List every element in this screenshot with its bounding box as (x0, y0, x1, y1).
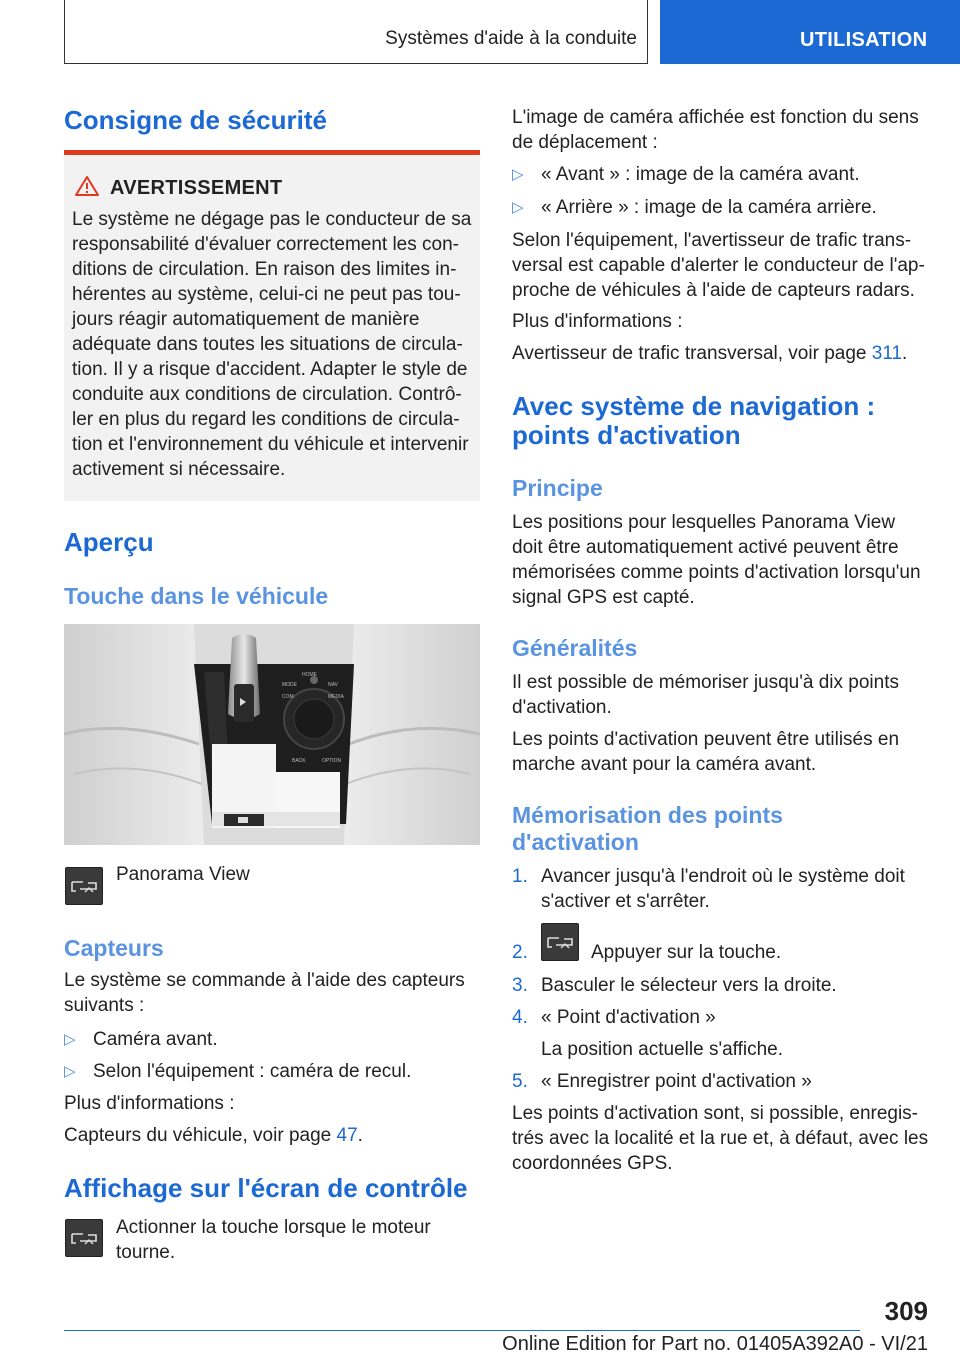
edition-footer: Online Edition for Part no. 01405A392A0 - VI/21 (502, 1333, 928, 1355)
warning-box (64, 150, 480, 501)
center-console-illustration (64, 624, 480, 845)
step-number: 1. (512, 866, 528, 887)
step-item (512, 864, 932, 914)
heading-control-display: Affichage sur l'écran de contrôle (64, 1173, 468, 1203)
step-item (512, 973, 932, 998)
final-line-1: Les points d'activation sont, si possible, enregis‐ (512, 1103, 919, 1124)
console-label-back: BACK (292, 758, 306, 764)
list-item-text: Caméra avant. (93, 1029, 218, 1050)
panorama-view-button-icon (65, 1219, 103, 1257)
heading-navigation-line-1: Avec système de navigation : (512, 391, 876, 421)
general-line-2: d'activation. (512, 697, 612, 718)
heading-memorisation-line-1: Mémorisation des points (512, 802, 783, 828)
warning-line: tion et l'environnement du véhicule et intervenir (72, 434, 469, 455)
traffic-text-line-3: proche de véhicules à l'aide de capteurs radars. (512, 280, 915, 301)
final-line-3: coordonnées GPS. (512, 1153, 673, 1174)
step-number: 5. (512, 1071, 528, 1092)
warning-text (72, 207, 476, 482)
display-text-line-1: Actionner la touche lorsque le moteur (116, 1217, 431, 1238)
step-text: « Enregistrer point d'activation » (541, 1071, 812, 1092)
warning-triangle-icon (74, 175, 100, 197)
list-item (512, 195, 932, 220)
final-line-2: trés avec la localité et la rue et, à défaut, avec les (512, 1128, 929, 1149)
general-line-1: Il est possible de mémoriser jusqu'à dix points (512, 672, 899, 693)
camera-view-icon (66, 868, 102, 904)
sensors-text-line-2: suivants : (64, 995, 145, 1016)
reference-text: Avertisseur de trafic transversal, voir page (512, 343, 872, 364)
warning-line: ler en plus du regard les conditions de circula‐ (72, 409, 460, 430)
step-item (512, 1069, 932, 1094)
reference-text: Capteurs du véhicule, voir page (64, 1125, 337, 1146)
step-text: s'activer et s'arrêter. (541, 891, 710, 912)
warning-line: ditions de circulation. En raison des limites in‐ (72, 259, 457, 280)
list-item (512, 162, 932, 187)
camera-text-line-1: L'image de caméra affichée est fonction du sens (512, 107, 919, 128)
step-text: Appuyer sur la touche. (591, 942, 782, 963)
reference-end: . (902, 343, 908, 364)
heading-general: Généralités (512, 635, 638, 661)
header-section-box (64, 0, 648, 64)
warning-line: tion. Il y a risque d'accident. Adapter le style de (72, 359, 468, 380)
page-link-311[interactable]: 311 (871, 343, 903, 364)
console-label-home: HOME (302, 672, 317, 678)
section-title: Systèmes d'aide à la conduite (385, 28, 637, 49)
step-text: Basculer le sélecteur vers la droite. (541, 975, 837, 996)
panorama-view-button-icon (541, 923, 579, 961)
warning-line: activement si nécessaire. (72, 459, 286, 480)
traffic-text-line-1: Selon l'équipement, l'avertisseur de trafic trans‐ (512, 230, 912, 251)
step-text: « Point d'activation » (541, 1007, 716, 1028)
step-number: 3. (512, 975, 528, 996)
heading-sensors: Capteurs (64, 935, 164, 961)
heading-navigation-line-2: points d'activation (512, 420, 741, 450)
warning-line: responsabilité d'évaluer correctement les con‐ (72, 234, 459, 255)
principle-line-3: mémorisées comme points d'activation lorsqu'un (512, 562, 921, 583)
console-label-option: OPTION (322, 758, 342, 764)
principle-line-2: doit être automatiquement activé peuvent être (512, 537, 899, 558)
page-link-47[interactable]: 47 (336, 1125, 358, 1146)
panorama-view-button-icon (65, 867, 103, 905)
list-item-text: Selon l'équipement : caméra de recul. (93, 1061, 412, 1082)
console-label-mode: MODE (282, 682, 297, 688)
sensors-text-line-1: Le système se commande à l'aide des capteurs (64, 970, 465, 991)
chapter-tab-label: UTILISATION (800, 29, 928, 51)
list-item-text: « Avant » : image de la caméra avant. (541, 164, 860, 185)
warning-line: hérentes au système, celui-ci ne peut pas tou‐ (72, 284, 461, 305)
console-label-nav: NAV (328, 682, 338, 688)
footer-divider (64, 1330, 860, 1331)
page-number: 309 (884, 1296, 928, 1326)
console-label-com: COM (282, 694, 294, 700)
heading-principle: Principe (512, 475, 603, 501)
more-info-label: Plus d'informations : (64, 1093, 235, 1114)
warning-title: AVERTISSEMENT (110, 177, 283, 199)
more-info-label: Plus d'informations : (512, 311, 683, 332)
camera-view-icon (542, 924, 578, 960)
warning-line: conduite aux conditions de circulation. Contrô‐ (72, 384, 462, 405)
list-item (64, 1059, 480, 1084)
camera-view-icon (66, 1220, 102, 1256)
sensors-reference (64, 1123, 363, 1148)
heading-vehicle-button: Touche dans le véhicule (64, 583, 329, 609)
step-text: La position actuelle s'affiche. (541, 1039, 783, 1060)
step-number: 4. (512, 1007, 528, 1028)
chapter-tab[interactable] (660, 0, 960, 64)
reference-end: . (357, 1125, 363, 1146)
step-number: 2. (512, 942, 528, 963)
traffic-text-line-2: versal est capable d'alerter le conducteur de l'ap‐ (512, 255, 925, 276)
step-item (512, 1005, 932, 1062)
general-line-3: Les points d'activation peuvent être utilisés en (512, 729, 900, 750)
bullet-triangle-icon: ▷ (512, 166, 524, 183)
warning-line: adéquate dans toutes les situations de circula‐ (72, 334, 463, 355)
bullet-triangle-icon: ▷ (64, 1063, 76, 1080)
heading-overview: Aperçu (64, 527, 154, 557)
heading-safety: Consigne de sécurité (64, 105, 327, 135)
step-text: Avancer jusqu'à l'endroit où le système doit (541, 866, 905, 887)
list-item (64, 1027, 480, 1052)
display-text-line-2: tourne. (116, 1242, 176, 1263)
principle-line-1: Les positions pour lesquelles Panorama View (512, 512, 896, 533)
bullet-triangle-icon: ▷ (512, 199, 524, 216)
heading-memorisation-line-2: d'activation (512, 829, 639, 855)
camera-text-line-2: de déplacement : (512, 132, 658, 153)
list-item-text: « Arrière » : image de la caméra arrière. (541, 197, 877, 218)
traffic-reference (512, 341, 907, 366)
warning-line: Le système ne dégage pas le conducteur de sa (72, 209, 472, 230)
general-line-4: marche avant pour la caméra avant. (512, 754, 817, 775)
console-label-media: MEDIA (328, 694, 344, 700)
warning-line: jours réagir automatiquement de manière (72, 309, 420, 330)
principle-line-4: signal GPS est capté. (512, 587, 695, 608)
console-photo (64, 624, 480, 845)
panorama-view-label: Panorama View (116, 864, 250, 885)
bullet-triangle-icon: ▷ (64, 1031, 76, 1048)
